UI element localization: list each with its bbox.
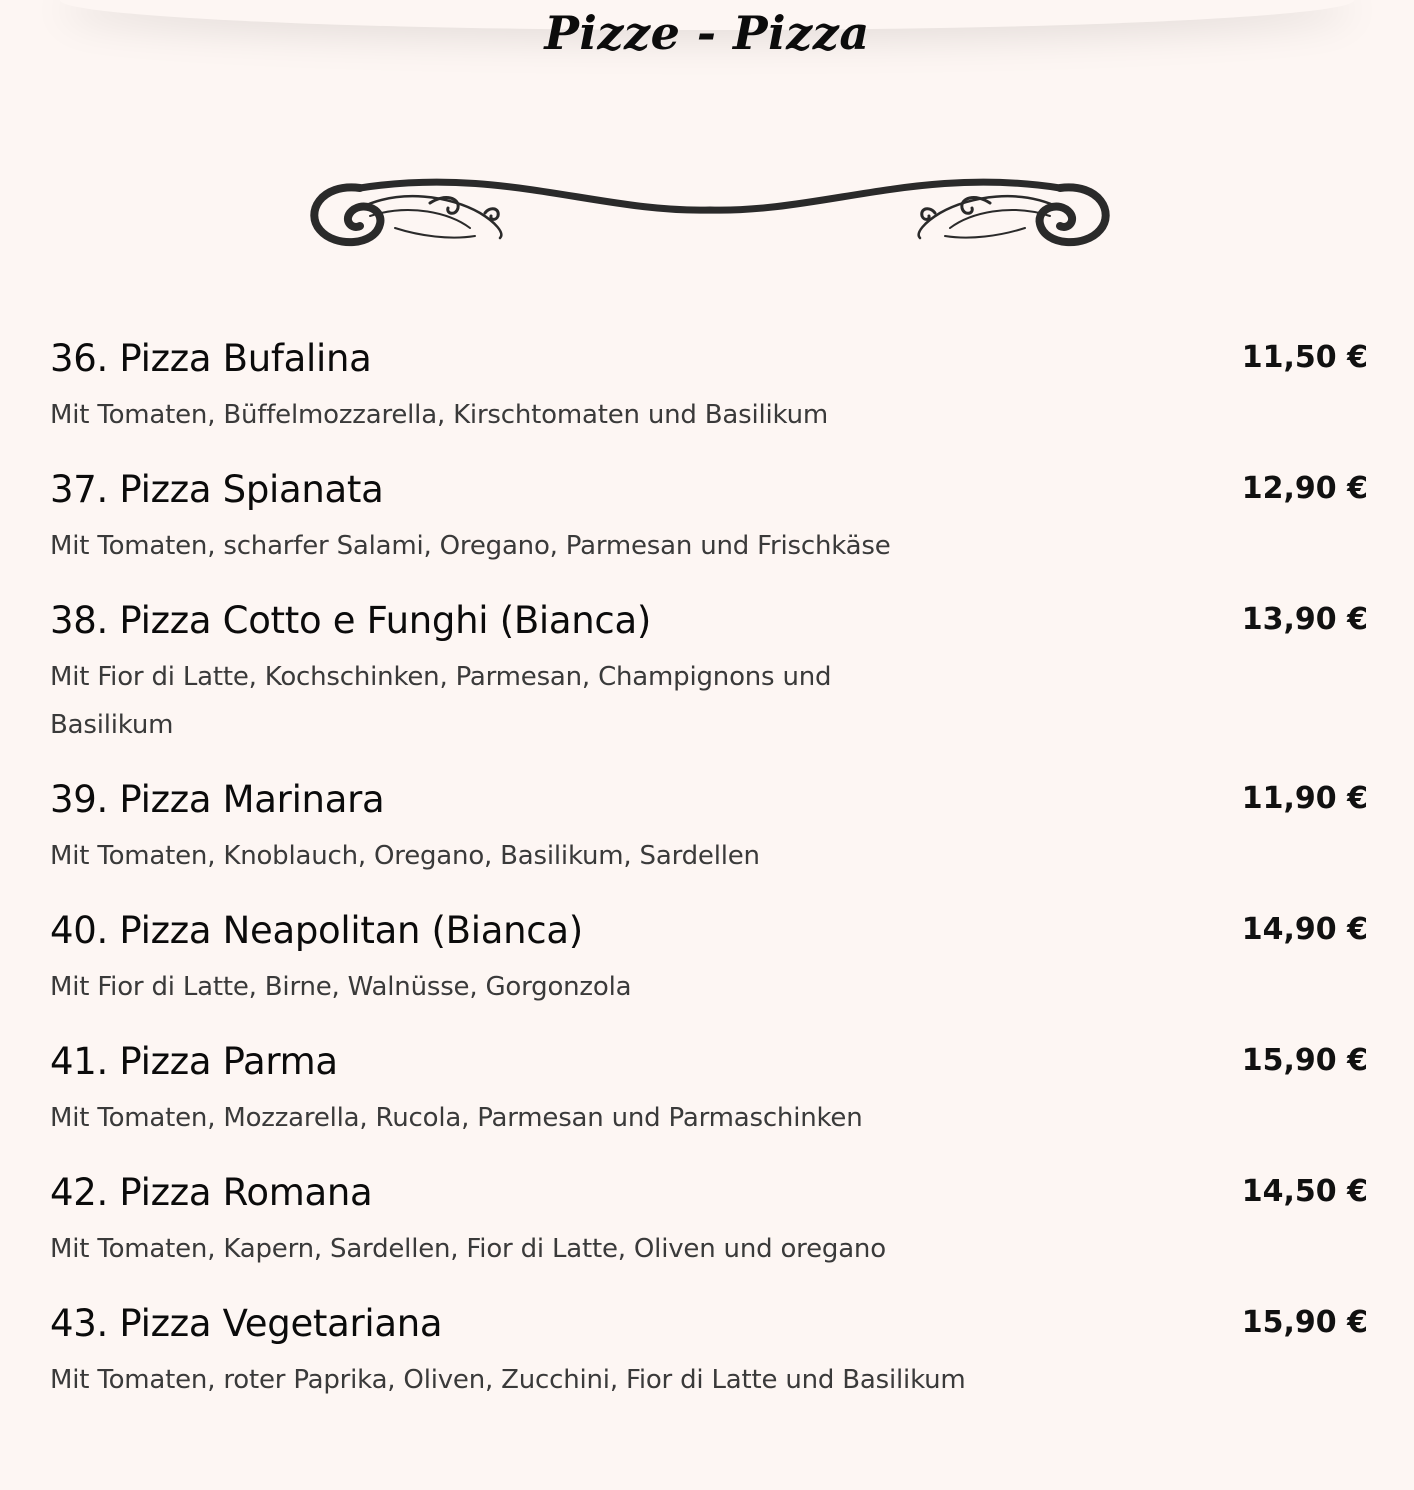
menu-item-name: 42. Pizza Romana <box>50 1171 373 1214</box>
menu-item <box>50 1170 1368 1301</box>
menu-item-price: 15,90 € <box>1241 1305 1368 1340</box>
menu-item-name: 40. Pizza Neapolitan (Bianca) <box>50 909 583 952</box>
menu-item <box>50 598 1368 777</box>
menu-item-description: Mit Tomaten, Kapern, Sardellen, Fior di Latte, Oliven und oregano <box>50 1234 886 1264</box>
menu-item <box>50 1039 1368 1170</box>
menu-item-price: 14,90 € <box>1241 912 1368 947</box>
menu-item-name: 43. Pizza Vegetariana <box>50 1302 443 1345</box>
ornament-divider-icon <box>300 158 1120 258</box>
menu-item-description: Mit Tomaten, Knoblauch, Oregano, Basilikum, Sardellen <box>50 841 760 871</box>
menu-item-description: Mit Tomaten, roter Paprika, Oliven, Zucchini, Fior di Latte und Basilikum <box>50 1365 966 1395</box>
menu-item-name: 38. Pizza Cotto e Funghi (Bianca) <box>50 599 651 642</box>
menu-item <box>50 1301 1368 1432</box>
menu-item <box>50 777 1368 908</box>
menu-item-description: Mit Tomaten, Mozzarella, Rucola, Parmesan und Parmaschinken <box>50 1103 863 1133</box>
menu-item-price: 13,90 € <box>1241 602 1368 637</box>
menu-item-price: 12,90 € <box>1241 471 1368 506</box>
page-title: Pizze - Pizza <box>544 6 870 60</box>
menu-item-description: Mit Tomaten, Büffelmozzarella, Kirschtomaten und Basilikum <box>50 400 829 430</box>
menu-item-price: 11,50 € <box>1241 340 1368 375</box>
menu-item <box>50 467 1368 598</box>
menu-list <box>50 336 1368 1432</box>
menu-item-description: Mit Tomaten, scharfer Salami, Oregano, Parmesan und Frischkäse <box>50 531 891 561</box>
menu-item-price: 11,90 € <box>1241 781 1368 816</box>
menu-item-description: Mit Fior di Latte, Birne, Walnüsse, Gorgonzola <box>50 972 632 1002</box>
menu-item-description: Mit Fior di Latte, Kochschinken, Parmesan, Champignons und Basilikum <box>50 662 832 740</box>
menu-item-name: 39. Pizza Marinara <box>50 778 385 821</box>
menu-item-price: 15,90 € <box>1241 1043 1368 1078</box>
menu-item <box>50 336 1368 467</box>
menu-item <box>50 908 1368 1039</box>
menu-item-price: 14,50 € <box>1241 1174 1368 1209</box>
menu-item-name: 36. Pizza Bufalina <box>50 337 372 380</box>
menu-item-name: 41. Pizza Parma <box>50 1040 338 1083</box>
menu-item-name: 37. Pizza Spianata <box>50 468 384 511</box>
